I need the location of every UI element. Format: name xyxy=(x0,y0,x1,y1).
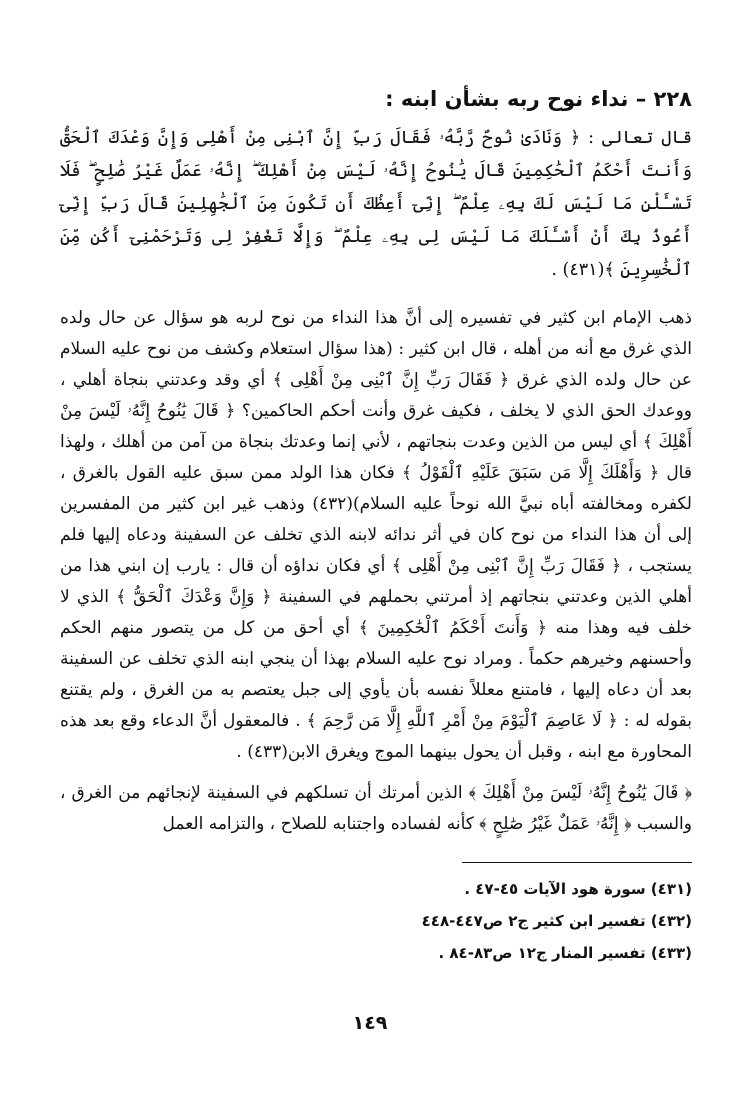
page-number: ١٤٩ xyxy=(352,1012,388,1034)
section-title: ٢٢٨ – نداء نوح ربه بشأن ابنه : xyxy=(385,87,692,111)
body-paragraph-2: ﴿ قَالَ يَٰنُوحُ إِنَّهُۥ لَيْسَ مِنْ أَهْلِكَ ﴾ الذين أمرتك أن تسلكهم في السفينة لإنجائهم من الغرق ، والسبب ﴿ إِنَّهُۥ عَمَلٌ غَيْرُ صَٰلِحٍ ﴾ كأنه لفساده واجتنابه للصلاح ، والتزامه العمل xyxy=(60,782,692,834)
footnote-431: (٤٣١) سورة هود الآيات ٤٥-٤٧ . xyxy=(464,879,692,898)
body-paragraph-1: ذهب الإمام ابن كثير في تفسيره إلى أنَّ هذا النداء من نوح لربه هو سؤال عن حال ولده الذي غرق مع أنه من أهله ، قال ابن كثير : (هذا سؤال استعلام وكشف من نوح عليه السلام عن حال ولده الذي غرق ﴿ فَقَالَ رَبِّ إِنَّ ٱبْنِى مِنْ أَهْلِى ﴾ أي وقد وعدتني بنجاة أهلي ، ووعدك الحق الذي لا يخلف ، فكيف غرق وأنت أحكم الحاكمين؟ ﴿ قَالَ يَٰنُوحُ إِنَّهُۥ لَيْسَ مِنْ أَهْلِكَ ﴾ أي ليس من الذين وعدت بنجاتهم ، لأني إنما وعدتك بنجاة من آمن من أهلك ، ولهذا قال ﴿ وَأَهْلَكَ إِلَّا مَن سَبَقَ عَلَيْهِ ٱلْقَوْلُ ﴾ فكان هذا الولد ممن سبق عليه القول بالغرق ، لكفره ومخالفته أباه نبيَّ الله نوحاً عليه السلام)(٤٣٢) وذهب غير ابن كثير من المفسرين إلى أن هذا النداء من نوح كان في أثر ندائه لابنه الذي تخلف عن السفينة ودعاه إليها فلم يستجب ، ﴿ فَقَالَ رَبِّ إِنَّ ٱبْنِى مِنْ أَهْلِى ﴾ أي فكان نداؤه أن قال : يارب إن ابني هذا من أهلي الذين وعدتني بنجاتهم إذ أمرتني بحملهم في السفينة ﴿ وَإِنَّ وَعْدَكَ ٱلْحَقُّ ﴾ الذي لا خلف فيه وهذا منه ﴿ وَأَنتَ أَحْكَمُ ٱلْحَٰكِمِينَ ﴾ أي أحق من كل من يتصور منهم الحكم وأحسنهم وخيرهم حكماً . ومراد نوح عليه السلام بهذا أن ينجي ابنه الذي تخلف عن السفينة بعد أن دعاه إليها ، فامتنع معللاً نفسه بأن يأوي إلى جبل يعتصم به من الغرق ، ولم يقتنع بقوله له : ﴿ لَا عَاصِمَ ٱلْيَوْمَ مِنْ أَمْرِ ٱللَّهِ إِلَّا مَن رَّحِمَ ﴾ . فالمعقول أنَّ الدعاء وقع بعد هذه المحاورة مع ابنه ، وقبل أن يحول بينهما الموج ويغرق الابن(٤٣٣) . xyxy=(60,307,692,762)
footnote-divider xyxy=(462,862,692,863)
footnotes xyxy=(60,873,692,969)
verse-paragraph: قال تعالى : ﴿ وَنَادَىٰ نُوحٌ رَّبَّهُۥ فَقَالَ رَبِّ إِنَّ ٱبْنِى مِنْ أَهْلِى وَإِنَّ وَعْدَكَ ٱلْحَقُّ وَأَنتَ أَحْكَمُ ٱلْحَٰكِمِينَ قَالَ يَٰنُوحُ إِنَّهُۥ لَيْسَ مِنْ أَهْلِكَ ۖ إِنَّهُۥ عَمَلٌ غَيْرُ صَٰلِحٍ ۖ فَلَا تَسْـَٔلْنِ مَا لَيْسَ لَكَ بِهِۦ عِلْمٌ ۖ إِنِّىٓ أَعِظُكَ أَن تَكُونَ مِنَ ٱلْجَٰهِلِينَ قَالَ رَبِّ إِنِّىٓ أَعُوذُ بِكَ أَنْ أَسْـَٔلَكَ مَا لَيْسَ لِى بِهِۦ عِلْمٌ ۖ وَإِلَّا تَغْفِرْ لِى وَتَرْحَمْنِىٓ أَكُن مِّنَ ٱلْخَٰسِرِينَ ﴾(٤٣١) . xyxy=(60,127,692,280)
footnote-433: (٤٣٣) تفسير المنار ج١٢ ص٨٣-٨٤ . xyxy=(438,943,692,962)
footnote-432: (٤٣٢) تفسير ابن كثير ج٢ ص٤٤٧-٤٤٨ xyxy=(421,911,692,930)
page-content xyxy=(60,82,692,969)
